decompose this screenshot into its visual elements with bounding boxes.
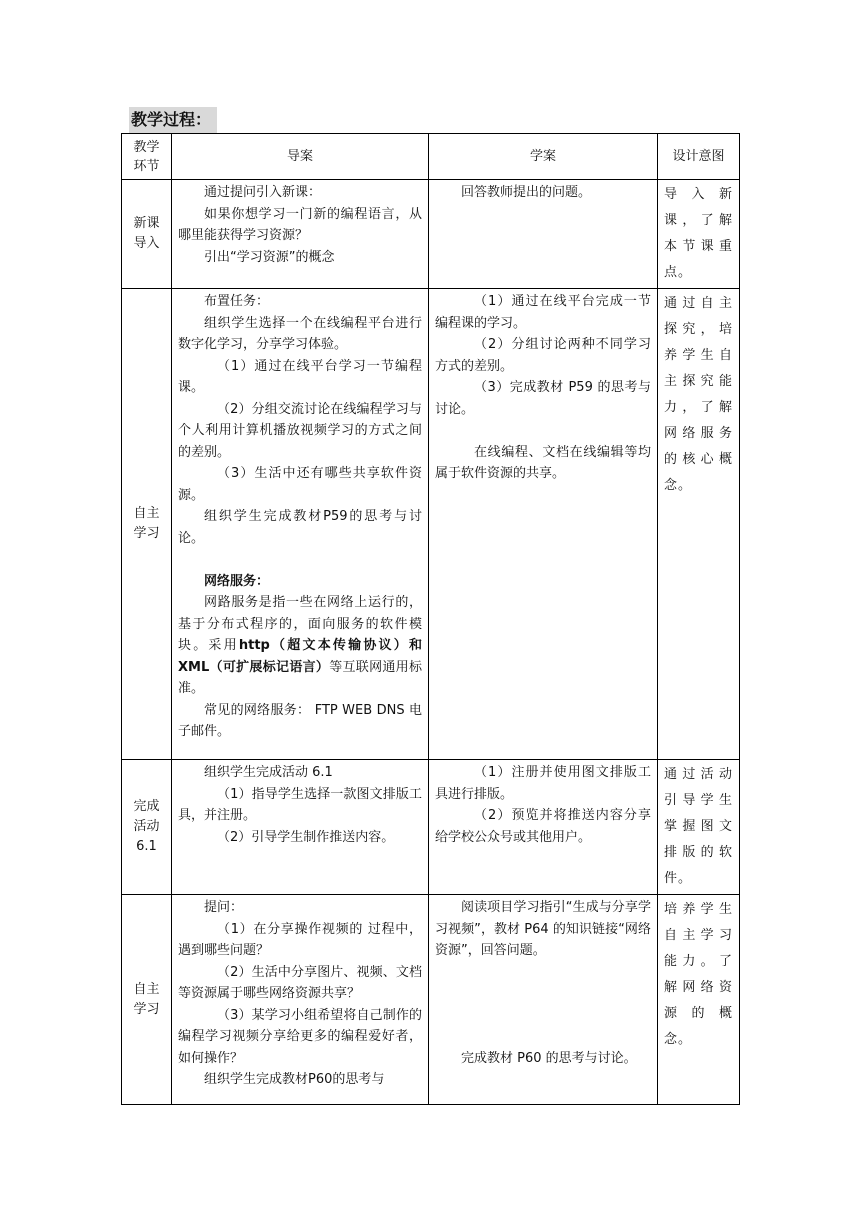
stage-label: 完成 活动 6.1 [133, 799, 160, 854]
table-row [122, 289, 740, 760]
study-line: （2）预览并将推送内容分享给学校公众号或其他用户。 [435, 808, 651, 845]
guide-text: 等互联网通用标准。 [178, 659, 422, 696]
blank-line [435, 983, 651, 1005]
guide-line: （1）指导学生选择一款图文排版工具，并注册。 [178, 786, 422, 823]
header-intent: 设计意图 [658, 134, 740, 180]
guide-line: 组织学生完成教材P59的思考与讨论。 [178, 509, 422, 546]
blank-line [435, 962, 651, 984]
lesson-process-table [121, 133, 740, 1105]
guide-line: （2）生活中分享图片、视频、文档等资源属于哪些网络资源共享？ [178, 964, 422, 1001]
stage-cell [122, 895, 172, 1105]
header-stage [122, 134, 172, 180]
network-service-heading: 网络服务： [204, 573, 270, 589]
stage-cell [122, 289, 172, 760]
stage-label: 自主 学习 [133, 981, 160, 1017]
guide-cell [172, 289, 429, 760]
table-row [122, 895, 740, 1105]
table-row [122, 760, 740, 895]
guide-line: （3）某学习小组希望将自己制作的编程学习视频分享给更多的编程爱好者，如何操作？ [178, 1007, 422, 1066]
blank-line [435, 1026, 651, 1048]
study-line: （1）注册并使用图文排版工具进行排版。 [435, 765, 651, 802]
study-cell [429, 760, 658, 895]
guide-line: （1）通过在线平台学习一节编程课。 [178, 358, 422, 395]
intent-text: 导 入 新 课，了解本节课重点。 [664, 187, 733, 280]
guide-text-bold: http（超文本传输协议）和 XML（可扩展标记语言） [178, 638, 422, 675]
study-line: （3）完成教材 P59 的思考与讨论。 [435, 380, 651, 417]
intent-text: 通过活动引导学生掌握图文排版的软件。 [664, 767, 733, 886]
guide-cell [172, 895, 429, 1105]
study-cell [429, 895, 658, 1105]
study-line: 阅读项目学习指引“生成与分享学习视频”，教材 P64 的知识链接“网络资源”，回答问题。 [435, 900, 651, 958]
blank-line [435, 1005, 651, 1027]
stage-cell [122, 180, 172, 289]
intent-text: 培养学生自主学习能力。了解网络资源 的 概念。 [664, 902, 733, 1047]
header-guide: 导案 [172, 134, 429, 180]
intent-cell [658, 289, 740, 760]
study-cell [429, 180, 658, 289]
guide-cell [172, 180, 429, 289]
guide-line: 引出“学习资源”的概念 [204, 249, 335, 265]
guide-line [178, 592, 422, 700]
guide-line: （2）引导学生制作推送内容。 [217, 829, 395, 845]
guide-line: 组织学生选择一个在线编程平台进行数字化学习，分享学习体验。 [178, 315, 422, 352]
study-line: 在线编程、文档在线编辑等均属于软件资源的共享。 [435, 444, 651, 481]
intent-cell [658, 895, 740, 1105]
stage-cell [122, 760, 172, 895]
guide-line: （1）在分享操作视频的 过程中，遇到哪些问题？ [178, 921, 422, 958]
study-line: （2）分组讨论两种不同学习方式的差别。 [435, 337, 651, 374]
study-line: （1）通过在线平台完成一节编程课的学习。 [435, 294, 651, 331]
intent-cell [658, 180, 740, 289]
guide-cell [172, 760, 429, 895]
intent-text: 通过自主探究，培养学生自主探究能力，了解网络服务的核心概念。 [664, 296, 733, 493]
study-line: 完成教材 P60 的思考与讨论。 [461, 1050, 637, 1066]
table-header-row [122, 134, 740, 180]
guide-line: 通过提问引入新课： [204, 185, 322, 200]
guide-line: 组织学生完成活动 6.1 [204, 765, 333, 780]
study-cell [429, 289, 658, 760]
header-study: 学案 [429, 134, 658, 180]
stage-label: 自主 学习 [133, 506, 160, 541]
guide-text: 网路服务是指一些在网络上运行的，基于分布式程序的，面向服务的软件模块。采用 [178, 595, 422, 653]
table-row [122, 180, 740, 289]
guide-line: 如果你想学习一门新的编程语言，从哪里能获得学习资源？ [178, 206, 422, 243]
blank-line [435, 420, 651, 442]
study-line: 回答教师提出的问题。 [461, 185, 592, 200]
intent-cell [658, 760, 740, 895]
section-title: 教学过程： [129, 107, 217, 133]
guide-line: （3）生活中还有哪些共享软件资源。 [178, 466, 422, 503]
guide-line: 提问： [204, 900, 244, 915]
stage-label: 新课 导入 [133, 216, 160, 251]
header-stage-text: 教学 环节 [133, 139, 160, 174]
guide-line: 常见的网络服务： FTP WEB DNS 电子邮件。 [178, 702, 422, 739]
guide-line: （2）分组交流讨论在线编程学习与个人利用计算机播放视频学习的方式之间的差别。 [178, 401, 422, 460]
guide-line: 组织学生完成教材P60的思考与 [204, 1072, 385, 1087]
guide-line: 布置任务： [204, 294, 270, 309]
blank-line [178, 549, 422, 571]
